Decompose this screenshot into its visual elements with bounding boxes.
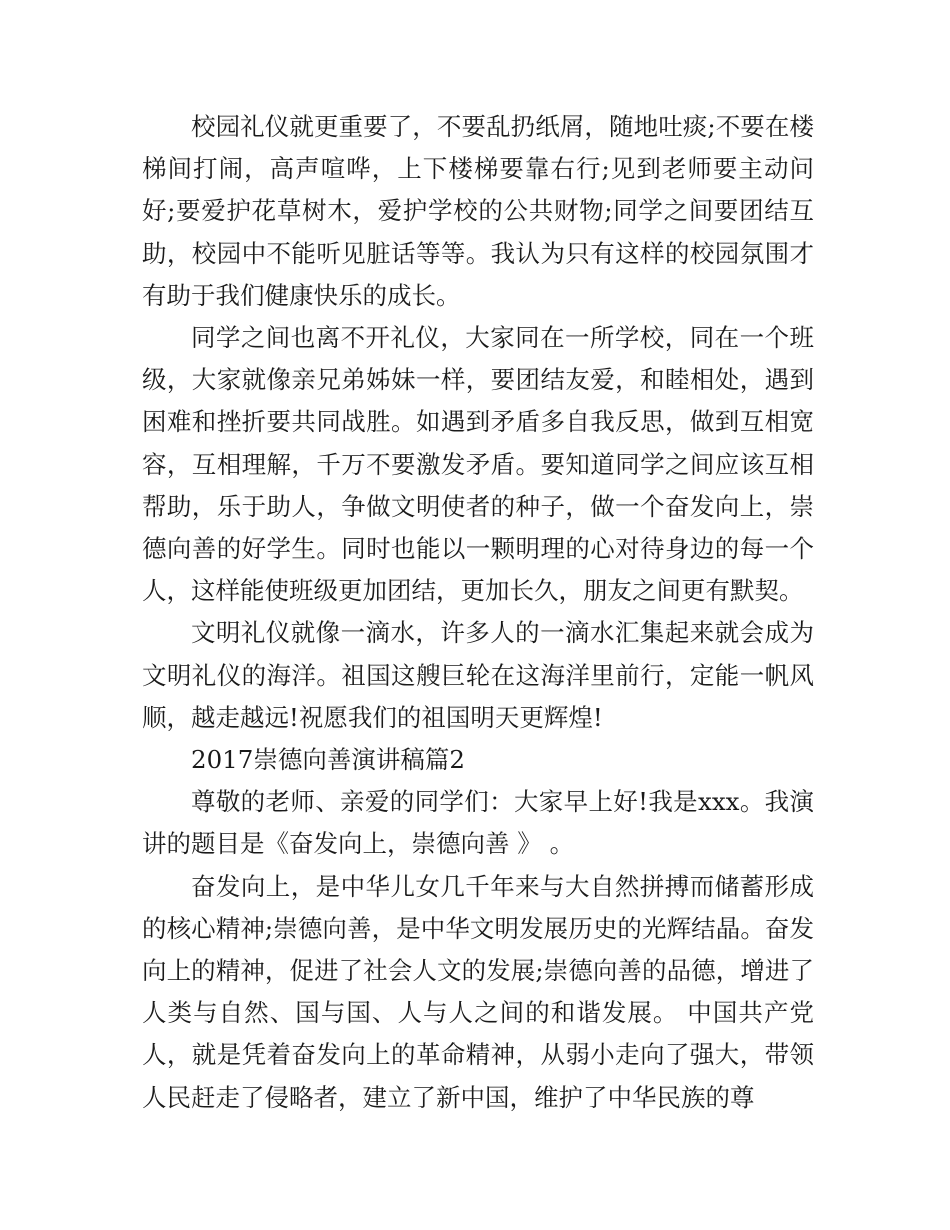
paragraph-classmate-etiquette: 同学之间也离不开礼仪，大家同在一所学校，同在一个班级，大家就像亲兄弟姊妹一样，要团结友爱，和睦相处，遇到困难和挫折要共同战胜。如遇到矛盾多自我反思，做到互相宽容，互相理解，千万不要激发矛盾。要知道同学之间应该互相帮助，乐于助人，争做文明使者的种子，做一个奋发向上，崇德向善的好学生。同时也能以一颗明理的心对待身边的每一个人，这样能使班级更加团结，更加长久，朋友之间更有默契。 (142, 323, 814, 606)
paragraph-civility-ocean: 文明礼仪就像一滴水，许多人的一滴水汇集起来就会成为文明礼仪的海洋。祖国这艘巨轮在这海洋里前行，定能一帆风顺，越走越远!祝愿我们的祖国明天更辉煌! (142, 618, 814, 732)
paragraph-striving-spirit: 奋发向上，是中华儿女几千年来与大自然拼搏而储蓄形成的核心精神;崇德向善，是中华文明发展历史的光辉结晶。奋发向上的精神，促进了社会人文的发展;崇德向善的品德，增进了人类与自然、国与国、人与人之间的和谐发展。 中国共产党人，就是凭着奋发向上的革命精神，从弱小走向了强大，带领人民赶走了侵略者，建立了新中国，维护了中华民族的尊 (142, 871, 814, 1112)
paragraph-campus-etiquette: 校园礼仪就更重要了，不要乱扔纸屑，随地吐痰;不要在楼梯间打闹，高声喧哗，上下楼梯要靠右行;见到老师要主动问好;要爱护花草树木，爱护学校的公共财物;同学之间要团结互助，校园中不能听见脏话等等。我认为只有这样的校园氛围才有助于我们健康快乐的成长。 (142, 112, 814, 310)
section-heading: 2017崇德向善演讲稿篇2 (191, 745, 465, 775)
paragraph-greeting: 尊敬的老师、亲爱的同学们：大家早上好!我是xxx。我演讲的题目是《奋发向上，崇德向善 》 。 (142, 787, 814, 859)
document-body (142, 106, 814, 1119)
